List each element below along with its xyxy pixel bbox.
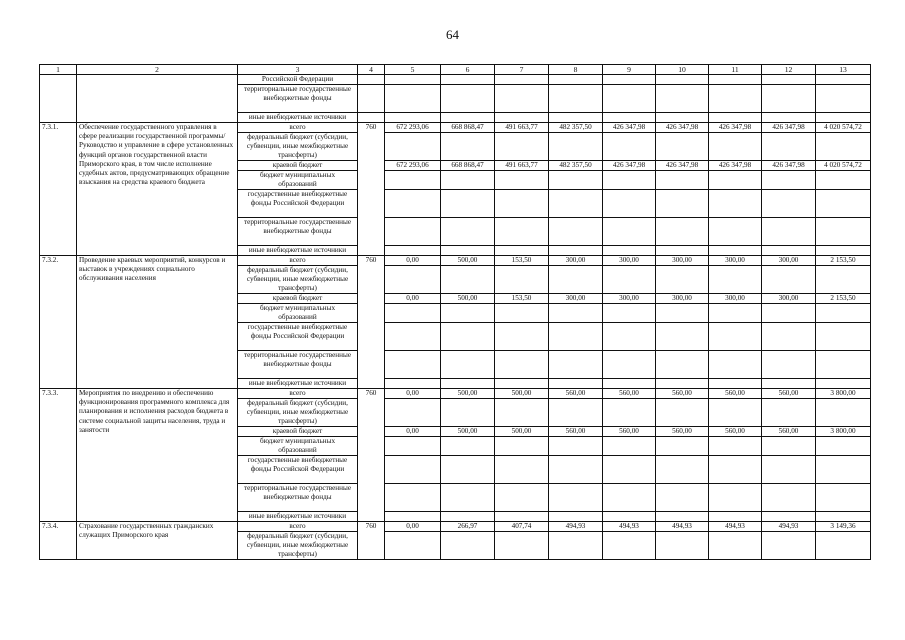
value-cell [762,484,816,512]
value-cell [495,484,549,512]
value-cell [495,437,549,456]
value-cell: 300,00 [762,256,816,266]
value-cell: 494,93 [762,522,816,532]
value-cell [385,85,441,113]
measure-name: Страхование государственных гражданских служащих Приморского края [77,522,238,560]
value-cell [495,85,549,113]
column-header-13: 13 [816,65,871,75]
value-cell [495,246,549,256]
value-cell [385,190,441,218]
value-cell [656,266,709,294]
funding-source-cell: федеральный бюджет (субсидии, субвенции, иные межбюджетные трансферты) [238,266,358,294]
measure-code: 7.3.2. [40,256,77,389]
value-cell: 0,00 [385,256,441,266]
column-header-11: 11 [709,65,762,75]
column-4-value: 760 [358,522,385,560]
value-cell [816,323,871,351]
value-cell [441,437,495,456]
value-cell: 426 347,98 [762,161,816,171]
value-cell [549,266,603,294]
value-cell [656,85,709,113]
value-cell: 300,00 [656,294,709,304]
value-cell [816,351,871,379]
value-cell [495,75,549,85]
value-cell: 500,00 [495,427,549,437]
funding-source-cell: федеральный бюджет (субсидии, субвенции, иные межбюджетные трансферты) [238,532,358,560]
value-cell [549,246,603,256]
value-cell [603,532,656,560]
funding-source-cell: краевой бюджет [238,427,358,437]
value-cell [762,351,816,379]
value-cell [709,113,762,123]
value-cell [549,133,603,161]
value-cell: 560,00 [762,427,816,437]
value-cell [441,304,495,323]
funding-source-cell: иные внебюджетные источники [238,246,358,256]
funding-source-cell: территориальные государственные внебюджетные фонды [238,218,358,246]
measure-name: Проведение краевых мероприятий, конкурсов и выставок в учреждениях социального обслуживания населения [77,256,238,389]
column-header-3: 3 [238,65,358,75]
column-header-1: 1 [40,65,77,75]
value-cell [656,190,709,218]
funding-source-cell: территориальные государственные внебюджетные фонды [238,85,358,113]
value-cell [709,190,762,218]
value-cell [441,266,495,294]
funding-source-cell: территориальные государственные внебюджетные фонды [238,484,358,512]
value-cell: 300,00 [709,256,762,266]
value-cell [603,323,656,351]
value-cell [656,456,709,484]
value-cell [603,512,656,522]
measure-code: 7.3.1. [40,123,77,256]
value-cell: 560,00 [603,389,656,399]
value-cell [441,171,495,190]
value-cell [709,456,762,484]
value-cell [816,75,871,85]
value-cell [762,379,816,389]
value-cell [549,304,603,323]
value-cell [816,484,871,512]
value-cell [709,484,762,512]
value-cell [603,399,656,427]
value-cell: 494,93 [709,522,762,532]
funding-source-cell: государственные внебюджетные фонды Российской Федерации [238,456,358,484]
value-cell: 426 347,98 [656,161,709,171]
value-cell [385,532,441,560]
value-cell [441,456,495,484]
value-cell [495,113,549,123]
value-cell [441,532,495,560]
value-cell: 560,00 [549,427,603,437]
value-cell [762,218,816,246]
column-4-cell [358,113,385,123]
value-cell [816,532,871,560]
value-cell: 500,00 [441,389,495,399]
value-cell [709,532,762,560]
value-cell: 0,00 [385,294,441,304]
table-row [40,389,871,399]
value-cell [762,399,816,427]
value-cell: 426 347,98 [603,123,656,133]
value-cell [709,512,762,522]
value-cell: 500,00 [441,294,495,304]
value-cell [709,246,762,256]
value-cell: 500,00 [441,427,495,437]
value-cell: 500,00 [495,389,549,399]
value-cell [762,133,816,161]
funding-source-cell: государственные внебюджетные фонды Российской Федерации [238,323,358,351]
value-cell: 491 663,77 [495,123,549,133]
value-cell [656,113,709,123]
value-cell [441,323,495,351]
value-cell [385,379,441,389]
value-cell [385,246,441,256]
value-cell [656,532,709,560]
column-header-8: 8 [549,65,603,75]
funding-source-cell: иные внебюджетные источники [238,512,358,522]
value-cell [709,379,762,389]
funding-source-cell: всего [238,256,358,266]
value-cell [549,484,603,512]
value-cell [603,351,656,379]
column-header-2: 2 [77,65,238,75]
value-cell [603,379,656,389]
value-cell [385,266,441,294]
funding-source-cell: иные внебюджетные источники [238,379,358,389]
value-cell [762,190,816,218]
value-cell [816,113,871,123]
column-header-12: 12 [762,65,816,75]
value-cell [441,512,495,522]
column-4-cell [358,85,385,113]
value-cell [549,85,603,113]
value-cell: 672 293,06 [385,161,441,171]
value-cell: 3 149,36 [816,522,871,532]
value-cell: 426 347,98 [762,123,816,133]
value-cell [441,85,495,113]
funding-source-cell: Российской Федерации [238,75,358,85]
value-cell [549,323,603,351]
value-cell: 672 293,06 [385,123,441,133]
value-cell: 560,00 [709,427,762,437]
value-cell: 300,00 [762,294,816,304]
value-cell [441,379,495,389]
column-header-10: 10 [656,65,709,75]
value-cell: 560,00 [762,389,816,399]
value-cell [441,218,495,246]
value-cell [816,246,871,256]
value-cell [385,484,441,512]
value-cell [816,266,871,294]
value-cell [385,113,441,123]
value-cell [495,512,549,522]
value-cell: 266,97 [441,522,495,532]
value-cell [709,399,762,427]
value-cell [385,512,441,522]
value-cell: 668 868,47 [441,123,495,133]
measure-name: Мероприятия по внедрению и обеспечению функционирования программного комплекса для планирования и исполнения расходов бюджета в системе социальной защиты населения, труда и занятости [77,389,238,522]
value-cell [441,113,495,123]
value-cell: 0,00 [385,389,441,399]
value-cell [385,351,441,379]
value-cell [816,456,871,484]
value-cell: 407,74 [495,522,549,532]
value-cell [709,437,762,456]
value-cell: 300,00 [656,256,709,266]
funding-source-cell: территориальные государственные внебюджетные фонды [238,351,358,379]
row-code-cell [40,75,77,123]
value-cell [656,379,709,389]
value-cell [656,218,709,246]
value-cell [549,171,603,190]
value-cell [603,113,656,123]
value-cell [385,399,441,427]
table-row [40,256,871,266]
value-cell [656,246,709,256]
value-cell [441,133,495,161]
table-row [40,123,871,133]
value-cell [603,266,656,294]
value-cell: 560,00 [656,427,709,437]
table-row [40,522,871,532]
value-cell [709,304,762,323]
table-row [40,75,871,85]
value-cell [549,75,603,85]
funding-source-cell: иные внебюджетные источники [238,113,358,123]
value-cell [603,218,656,246]
value-cell [603,246,656,256]
value-cell [709,75,762,85]
value-cell: 0,00 [385,522,441,532]
value-cell [495,323,549,351]
value-cell [656,512,709,522]
value-cell: 560,00 [603,427,656,437]
column-header-9: 9 [603,65,656,75]
value-cell [709,351,762,379]
value-cell [495,532,549,560]
value-cell: 153,50 [495,294,549,304]
value-cell [441,190,495,218]
value-cell [495,351,549,379]
value-cell: 426 347,98 [709,161,762,171]
value-cell [762,512,816,522]
funding-source-cell: бюджет муниципальных образований [238,437,358,456]
funding-source-cell: всего [238,522,358,532]
value-cell [385,218,441,246]
value-cell [495,133,549,161]
value-cell: 426 347,98 [656,123,709,133]
value-cell [762,532,816,560]
value-cell [656,171,709,190]
value-cell [709,266,762,294]
value-cell: 491 663,77 [495,161,549,171]
value-cell: 300,00 [603,256,656,266]
funding-source-cell: бюджет муниципальных образований [238,171,358,190]
funding-source-cell: всего [238,389,358,399]
value-cell [603,190,656,218]
value-cell: 300,00 [549,256,603,266]
funding-source-cell: краевой бюджет [238,161,358,171]
value-cell [762,266,816,294]
value-cell [762,113,816,123]
value-cell [495,171,549,190]
value-cell [385,437,441,456]
value-cell [549,512,603,522]
column-4-cell [358,75,385,85]
value-cell [603,75,656,85]
value-cell [495,456,549,484]
value-cell [816,218,871,246]
column-header-5: 5 [385,65,441,75]
value-cell: 2 153,50 [816,294,871,304]
value-cell [762,85,816,113]
value-cell [385,456,441,484]
header-row [40,65,871,75]
row-name-cell [77,75,238,123]
value-cell: 300,00 [603,294,656,304]
value-cell [709,323,762,351]
value-cell [656,323,709,351]
value-cell: 426 347,98 [603,161,656,171]
value-cell [441,246,495,256]
column-header-4: 4 [358,65,385,75]
value-cell [603,456,656,484]
value-cell [385,133,441,161]
value-cell [441,399,495,427]
value-cell [549,351,603,379]
column-4-value: 760 [358,123,385,256]
funding-source-cell: федеральный бюджет (субсидии, субвенции, иные межбюджетные трансферты) [238,133,358,161]
value-cell [656,437,709,456]
column-header-6: 6 [441,65,495,75]
value-cell [762,246,816,256]
value-cell [441,484,495,512]
funding-source-cell: всего [238,123,358,133]
value-cell: 300,00 [709,294,762,304]
value-cell [816,399,871,427]
value-cell: 4 020 574,72 [816,161,871,171]
value-cell [816,304,871,323]
value-cell: 500,00 [441,256,495,266]
value-cell: 494,93 [603,522,656,532]
value-cell [762,171,816,190]
value-cell [816,133,871,161]
value-cell [603,304,656,323]
value-cell [603,484,656,512]
value-cell [495,304,549,323]
value-cell: 2 153,50 [816,256,871,266]
value-cell: 668 868,47 [441,161,495,171]
value-cell: 0,00 [385,427,441,437]
value-cell: 482 357,50 [549,123,603,133]
column-4-value: 760 [358,389,385,522]
funding-source-cell: краевой бюджет [238,294,358,304]
value-cell [495,379,549,389]
value-cell [495,190,549,218]
value-cell [816,379,871,389]
value-cell: 4 020 574,72 [816,123,871,133]
measure-name: Обеспечение государственного управления в сфере реализации государственной программы/ Руководство и управление в сфере установленных функций органов государственной власти Приморского края, в том числе исполнение судебных актов, предусматривающих обращение взыскания на средства краевого бюджета [77,123,238,256]
value-cell [549,399,603,427]
value-cell [385,304,441,323]
value-cell [441,351,495,379]
value-cell: 560,00 [709,389,762,399]
value-cell [656,351,709,379]
value-cell: 300,00 [549,294,603,304]
value-cell [762,304,816,323]
value-cell [656,484,709,512]
value-cell: 153,50 [495,256,549,266]
value-cell: 494,93 [549,522,603,532]
value-cell: 426 347,98 [709,123,762,133]
value-cell [549,190,603,218]
value-cell [656,133,709,161]
value-cell [709,218,762,246]
budget-table [39,64,871,560]
value-cell [603,85,656,113]
funding-source-cell: федеральный бюджет (субсидии, субвенции, иные межбюджетные трансферты) [238,399,358,427]
value-cell: 560,00 [549,389,603,399]
value-cell [762,75,816,85]
value-cell [495,266,549,294]
value-cell [656,399,709,427]
value-cell [709,133,762,161]
measure-code: 7.3.3. [40,389,77,522]
value-cell [603,171,656,190]
value-cell [495,399,549,427]
value-cell [709,85,762,113]
value-cell [762,456,816,484]
value-cell [656,304,709,323]
value-cell [549,113,603,123]
value-cell [816,85,871,113]
value-cell [385,171,441,190]
value-cell [816,437,871,456]
value-cell [762,323,816,351]
column-4-value: 760 [358,256,385,389]
measure-code: 7.3.4. [40,522,77,560]
value-cell: 3 800,00 [816,389,871,399]
value-cell [603,437,656,456]
page-number: 64 [446,27,459,42]
column-header-7: 7 [495,65,549,75]
value-cell [656,75,709,85]
value-cell [603,133,656,161]
funding-source-cell: государственные внебюджетные фонды Российской Федерации [238,190,358,218]
value-cell [549,437,603,456]
value-cell: 3 800,00 [816,427,871,437]
value-cell: 494,93 [656,522,709,532]
value-cell [816,190,871,218]
value-cell [816,171,871,190]
value-cell [762,437,816,456]
value-cell [816,512,871,522]
value-cell [549,379,603,389]
value-cell: 482 357,50 [549,161,603,171]
value-cell [549,218,603,246]
value-cell [385,323,441,351]
funding-source-cell: бюджет муниципальных образований [238,304,358,323]
value-cell [495,218,549,246]
value-cell [385,75,441,85]
value-cell [549,532,603,560]
value-cell [709,171,762,190]
value-cell: 560,00 [656,389,709,399]
value-cell [441,75,495,85]
value-cell [549,456,603,484]
